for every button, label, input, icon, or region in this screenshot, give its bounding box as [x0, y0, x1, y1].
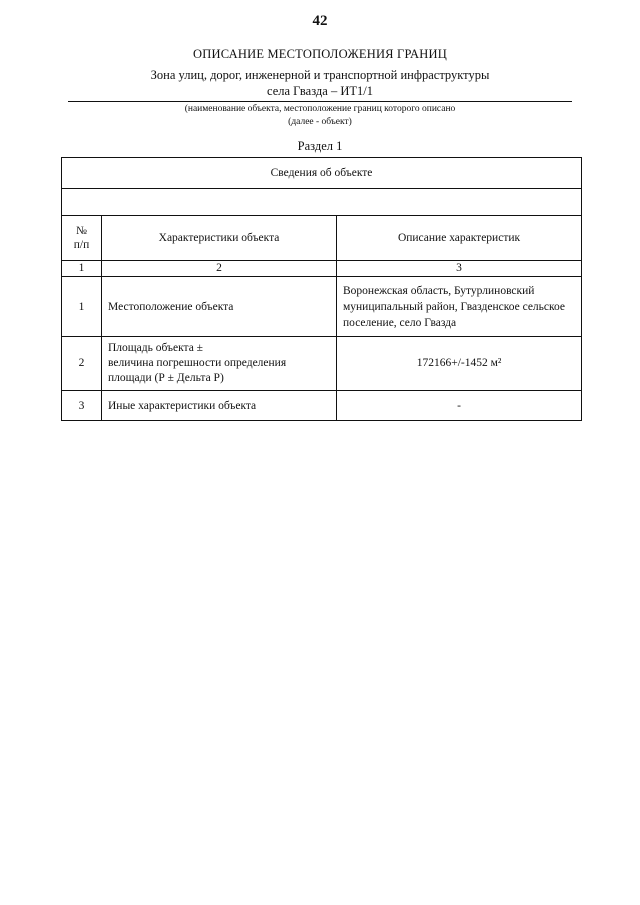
column-number-3: 3: [337, 261, 582, 277]
row-num: 1: [62, 277, 102, 337]
caption-note-line2: (далее - объект): [288, 117, 352, 127]
object-name-line2: села Гвазда – ИТ1/1: [267, 84, 373, 98]
page-number: 42: [312, 13, 328, 29]
document-title: ОПИСАНИЕ МЕСТОПОЛОЖЕНИЯ ГРАНИЦ: [193, 47, 447, 61]
row-characteristic: Иные характеристики объекта: [102, 391, 337, 421]
table-row: [62, 337, 582, 391]
table-blank-row: [62, 189, 582, 216]
object-info-table: [61, 157, 582, 421]
row-description: Воронежская область, Бутурлиновский муниципальный район, Гвазденское сельское поселение, село Гвазда: [337, 277, 582, 337]
row-num: 3: [62, 391, 102, 421]
underline-rule: [68, 101, 572, 102]
caption-note-line1: (наименование объекта, местоположение границ которого описано: [184, 104, 456, 114]
column-number-2: 2: [102, 261, 337, 277]
row-description: -: [337, 391, 582, 421]
row-characteristic: [102, 337, 337, 391]
table-row: [62, 391, 582, 421]
row-description: 172166+/-1452 м²: [337, 337, 582, 391]
object-name-line1: Зона улиц, дорог, инженерной и транспортной инфраструктуры: [150, 68, 490, 82]
header-num: [62, 216, 102, 261]
table-row: [62, 277, 582, 337]
column-number-1: 1: [62, 261, 102, 277]
header-description: Описание характеристик: [337, 216, 582, 261]
header-num-text: № п/п: [73, 225, 90, 251]
header-characteristic: Характеристики объекта: [102, 216, 337, 261]
row-characteristic-text: Площадь объекта ± величина погрешности определения площади (Р ± Дельта Р): [108, 342, 287, 384]
row-num: 2: [62, 337, 102, 391]
section-title: Раздел 1: [297, 139, 343, 153]
table-caption: Сведения об объекте: [62, 158, 582, 189]
row-characteristic: Местоположение объекта: [102, 277, 337, 337]
